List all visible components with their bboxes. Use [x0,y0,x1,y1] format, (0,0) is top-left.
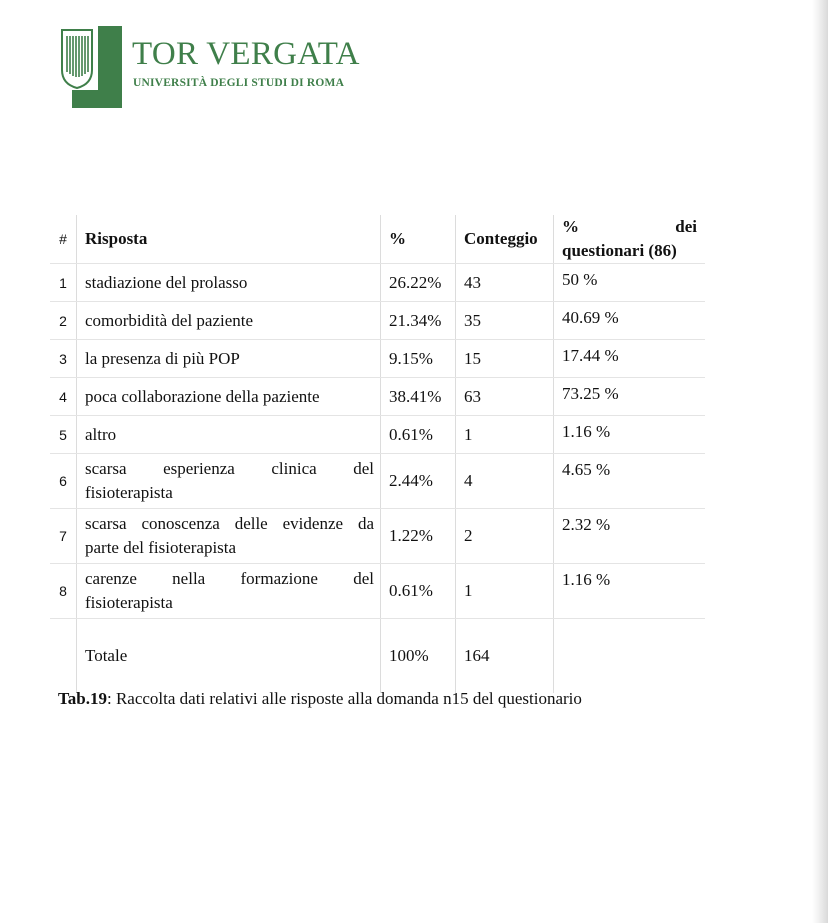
row-num: 2 [50,302,77,340]
tor-vergata-emblem-icon [58,26,122,108]
row-questionari: 17.44 % [554,340,706,378]
total-num [50,619,77,694]
table-row [50,378,705,416]
row-risposta-line1: scarsa esperienza clinica del [85,459,374,478]
row-questionari: 1.16 % [554,564,706,619]
row-percent: 9.15% [381,340,456,378]
row-num: 1 [50,264,77,302]
row-risposta: comorbidità del paziente [77,302,381,340]
row-num: 6 [50,454,77,509]
row-risposta [77,454,381,509]
header-questionari-line2: questionari (86) [562,241,677,260]
row-percent: 21.34% [381,302,456,340]
header-questionari-line1: % dei [562,217,697,236]
row-risposta-line2: fisioterapista [85,593,173,612]
row-risposta: stadiazione del prolasso [77,264,381,302]
row-conteggio: 1 [456,416,554,454]
row-risposta [77,509,381,564]
row-questionari: 2.32 % [554,509,706,564]
header-risposta: Risposta [77,215,381,264]
total-conteggio: 164 [456,619,554,694]
results-table [50,215,705,693]
row-percent: 1.22% [381,509,456,564]
row-num: 3 [50,340,77,378]
total-label: Totale [77,619,381,694]
row-conteggio: 4 [456,454,554,509]
row-risposta [77,564,381,619]
row-num: 7 [50,509,77,564]
total-percent: 100% [381,619,456,694]
table-row [50,416,705,454]
row-risposta-line2: parte del fisioterapista [85,538,237,557]
row-percent: 38.41% [381,378,456,416]
row-percent: 2.44% [381,454,456,509]
row-num: 8 [50,564,77,619]
university-logo [58,26,358,108]
row-num: 4 [50,378,77,416]
row-conteggio: 63 [456,378,554,416]
row-risposta: la presenza di più POP [77,340,381,378]
table-total-row [50,619,705,694]
row-questionari: 4.65 % [554,454,706,509]
header-num: # [50,215,77,264]
header-percent: % [381,215,456,264]
table-row [50,264,705,302]
table-row [50,564,705,619]
total-questionari [554,619,706,694]
table-caption [58,688,582,710]
row-questionari: 40.69 % [554,302,706,340]
header-conteggio: Conteggio [456,215,554,264]
row-conteggio: 43 [456,264,554,302]
row-conteggio: 15 [456,340,554,378]
table-row [50,340,705,378]
row-questionari: 73.25 % [554,378,706,416]
row-questionari: 50 % [554,264,706,302]
table-row [50,509,705,564]
row-percent: 26.22% [381,264,456,302]
page-edge-shadow [812,0,828,923]
row-num: 5 [50,416,77,454]
row-risposta-line1: scarsa conoscenza delle evidenze da [85,514,374,533]
row-risposta-line2: fisioterapista [85,483,173,502]
caption-text: : Raccolta dati relativi alle risposte alla domanda n15 del questionario [106,689,582,708]
table-row [50,302,705,340]
header-questionari [554,215,706,264]
caption-label: Tab.19 [58,689,107,708]
row-percent: 0.61% [381,416,456,454]
row-conteggio: 1 [456,564,554,619]
row-percent: 0.61% [381,564,456,619]
table-row [50,454,705,509]
table-header-row [50,215,705,264]
row-questionari: 1.16 % [554,416,706,454]
logo-subtitle: UNIVERSITÀ DEGLI STUDI DI ROMA [133,77,345,89]
row-conteggio: 2 [456,509,554,564]
row-conteggio: 35 [456,302,554,340]
row-risposta: poca collaborazione della paziente [77,378,381,416]
logo-title: TOR VERGATA [132,36,360,72]
row-risposta: altro [77,416,381,454]
row-risposta-line1: carenze nella formazione del [85,569,374,588]
